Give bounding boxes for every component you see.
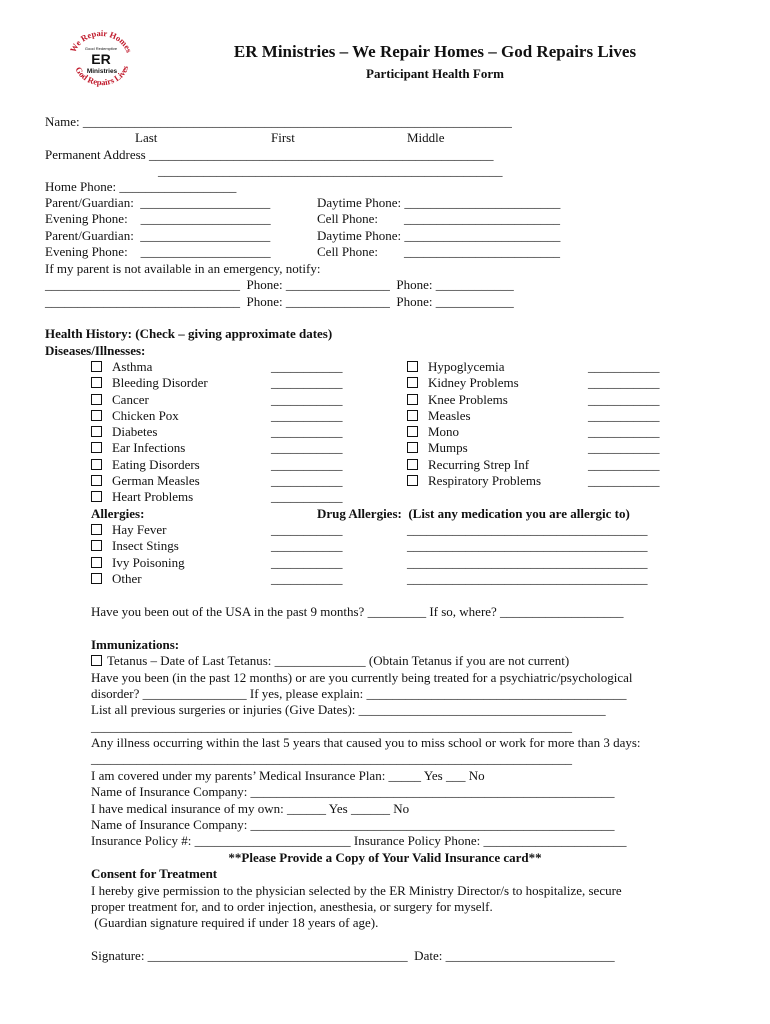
policy-field[interactable]: Insurance Policy #: ________________________ Insurance Policy Phone: ______________________ bbox=[91, 833, 627, 848]
disease-left-2-label: Cancer bbox=[112, 391, 149, 407]
disease-right-1-label: Kidney Problems bbox=[428, 375, 519, 391]
illness-blank-line[interactable]: __________________________________________________________________________ bbox=[91, 751, 572, 766]
disease-right-4-row bbox=[407, 424, 459, 440]
disease-left-1-label: Bleeding Disorder bbox=[112, 375, 208, 391]
parent-guardian-2-field[interactable]: Parent/Guardian: ____________________ bbox=[45, 228, 271, 243]
allergy-3-checkbox[interactable] bbox=[91, 573, 102, 584]
cell-phone-1-field[interactable]: Cell Phone: ________________________ bbox=[317, 211, 561, 226]
disease-left-1-checkbox[interactable] bbox=[91, 377, 102, 388]
allergy-3-date-field[interactable]: ___________ bbox=[271, 570, 343, 586]
address-field-1[interactable]: Permanent Address _____________________________________________________ bbox=[45, 147, 494, 162]
evening-phone-1-field[interactable]: Evening Phone: ____________________ bbox=[45, 211, 271, 226]
disease-right-1-checkbox[interactable] bbox=[407, 377, 418, 388]
allergy-3-label: Other bbox=[112, 570, 142, 586]
insurance-card-notice: **Please Provide a Copy of Your Valid Insurance card** bbox=[228, 850, 542, 865]
disease-right-4-date-field[interactable]: ___________ bbox=[588, 424, 660, 439]
disease-right-5-row bbox=[407, 440, 468, 456]
disease-right-7-checkbox[interactable] bbox=[407, 475, 418, 486]
disease-left-6-date-field[interactable]: ___________ bbox=[271, 456, 343, 472]
disease-left-1-date-field[interactable]: ___________ bbox=[271, 375, 343, 391]
disease-left-3-date-field[interactable]: ___________ bbox=[271, 407, 343, 423]
consent-text-1: I hereby give permission to the physician selected by the ER Ministry Director/s to hospitalize, secure bbox=[91, 883, 622, 898]
signature-date-field[interactable]: Signature: ________________________________________ Date: __________________________ bbox=[91, 948, 615, 963]
logo-bottom-text: God Repairs Lives bbox=[73, 64, 131, 88]
allergy-1-date-field[interactable]: ___________ bbox=[271, 538, 343, 554]
illness-question: Any illness occurring within the last 5 years that caused you to miss school or work for more than 3 days: bbox=[91, 735, 641, 750]
own-insurance-field[interactable]: I have medical insurance of my own: ______ Yes ______ No bbox=[91, 801, 410, 816]
disease-right-7-label: Respiratory Problems bbox=[428, 472, 542, 488]
disease-left-5-checkbox[interactable] bbox=[91, 442, 102, 453]
cell-phone-2-field[interactable]: Cell Phone: ________________________ bbox=[317, 244, 561, 259]
disease-right-5-checkbox[interactable] bbox=[407, 442, 418, 453]
logo-top-text: We Repair Homes bbox=[67, 30, 135, 55]
psych-question-2[interactable]: disorder? ________________ If yes, please explain: ________________________________________ bbox=[91, 686, 627, 701]
disease-left-4-checkbox[interactable] bbox=[91, 426, 102, 437]
disease-left-8-date-field[interactable]: ___________ bbox=[271, 489, 343, 504]
disease-left-7-date-field[interactable]: ___________ bbox=[271, 472, 343, 488]
drug-allergy-line-0[interactable]: _____________________________________ bbox=[407, 522, 648, 537]
disease-right-5-label: Mumps bbox=[428, 440, 468, 456]
disease-left-3-checkbox[interactable] bbox=[91, 410, 102, 421]
surgeries-field[interactable]: List all previous surgeries or injuries (Give Dates): ______________________________________ bbox=[91, 702, 606, 717]
daytime-phone-2-field[interactable]: Daytime Phone: ________________________ bbox=[317, 228, 561, 243]
name-field[interactable]: Name: __________________________________________________________________ bbox=[45, 114, 512, 129]
allergy-2-row bbox=[91, 555, 185, 571]
allergy-1-label: Insect Stings bbox=[112, 538, 179, 554]
disease-right-2-date-field[interactable]: ___________ bbox=[588, 391, 660, 407]
page-title: ER Ministries – We Repair Homes – God Repairs Lives bbox=[233, 42, 637, 61]
parent-guardian-1-field[interactable]: Parent/Guardian: ____________________ bbox=[45, 195, 271, 210]
disease-left-3-label: Chicken Pox bbox=[112, 407, 179, 423]
disease-left-0-checkbox[interactable] bbox=[91, 361, 102, 372]
logo-brand: ER bbox=[91, 51, 111, 67]
disease-right-3-row bbox=[407, 408, 471, 424]
evening-phone-2-field[interactable]: Evening Phone: ____________________ bbox=[45, 244, 271, 259]
emergency-contact-2[interactable]: ______________________________ Phone: ________________ Phone: ____________ bbox=[45, 294, 514, 309]
disease-left-8-checkbox[interactable] bbox=[91, 491, 102, 502]
disease-left-0-date-field[interactable]: ___________ bbox=[271, 359, 343, 374]
travel-question[interactable]: Have you been out of the USA in the past 9 months? _________ If so, where? ___________________ bbox=[91, 604, 624, 619]
disease-left-6-label: Eating Disorders bbox=[112, 456, 200, 472]
disease-left-5-row bbox=[91, 440, 185, 456]
name-first-label: First bbox=[271, 130, 295, 145]
allergy-0-checkbox[interactable] bbox=[91, 524, 102, 535]
disease-right-6-checkbox[interactable] bbox=[407, 459, 418, 470]
allergy-2-date-field[interactable]: ___________ bbox=[271, 554, 343, 570]
disease-right-3-label: Measles bbox=[428, 407, 471, 423]
disease-left-3-row bbox=[91, 408, 179, 424]
immunizations-heading: Immunizations: bbox=[91, 637, 180, 652]
health-history-heading: Health History: (Check – giving approximate dates) bbox=[45, 326, 333, 341]
disease-left-4-label: Diabetes bbox=[112, 424, 158, 439]
logo-ministries: Ministries bbox=[86, 68, 118, 75]
home-phone-field[interactable]: Home Phone: __________________ bbox=[45, 179, 237, 194]
disease-left-0-row bbox=[91, 359, 152, 375]
consent-text-3: (Guardian signature required if under 18 years of age). bbox=[91, 915, 379, 930]
disease-left-8-row bbox=[91, 489, 193, 505]
er-ministries-logo bbox=[66, 30, 136, 96]
disease-right-6-date-field[interactable]: ___________ bbox=[588, 456, 660, 472]
allergy-1-row bbox=[91, 538, 179, 554]
disease-right-4-checkbox[interactable] bbox=[407, 426, 418, 437]
drug-allergy-line-1[interactable]: _____________________________________ bbox=[407, 538, 648, 554]
name-middle-label: Middle bbox=[407, 130, 445, 145]
emergency-label: If my parent is not available in an emergency, notify: bbox=[45, 261, 321, 276]
disease-right-7-date-field[interactable]: ___________ bbox=[588, 472, 660, 488]
disease-right-3-date-field[interactable]: ___________ bbox=[588, 407, 660, 423]
disease-right-1-row bbox=[407, 375, 519, 391]
disease-right-1-date-field[interactable]: ___________ bbox=[588, 375, 660, 391]
disease-left-7-row bbox=[91, 473, 200, 489]
disease-left-4-row bbox=[91, 424, 157, 440]
allergy-1-checkbox[interactable] bbox=[91, 540, 102, 551]
insurance-company-1-field[interactable]: Name of Insurance Company: ________________________________________________________ bbox=[91, 784, 615, 799]
disease-left-5-label: Ear Infections bbox=[112, 440, 186, 456]
allergy-0-label: Hay Fever bbox=[112, 522, 167, 537]
logo-graphic bbox=[66, 30, 136, 96]
allergy-2-checkbox[interactable] bbox=[91, 557, 102, 568]
disease-left-4-date-field[interactable]: ___________ bbox=[271, 424, 343, 439]
allergy-0-row bbox=[91, 522, 167, 538]
disease-left-2-checkbox[interactable] bbox=[91, 394, 102, 405]
disease-right-3-checkbox[interactable] bbox=[407, 410, 418, 421]
diseases-heading: Diseases/Illnesses: bbox=[45, 343, 146, 358]
allergies-heading: Allergies: bbox=[91, 506, 145, 521]
disease-right-2-row bbox=[407, 392, 508, 408]
disease-left-7-checkbox[interactable] bbox=[91, 475, 102, 486]
disease-right-6-row bbox=[407, 457, 529, 473]
disease-left-0-label: Asthma bbox=[112, 359, 153, 374]
disease-left-5-date-field[interactable]: ___________ bbox=[271, 440, 343, 456]
disease-left-2-row bbox=[91, 392, 149, 408]
tetanus-checkbox[interactable] bbox=[91, 655, 102, 666]
allergy-2-label: Ivy Poisoning bbox=[112, 554, 185, 570]
drug-allergy-line-3[interactable]: _____________________________________ bbox=[407, 570, 648, 586]
disease-right-7-row bbox=[407, 473, 541, 489]
emergency-contact-1[interactable]: ______________________________ Phone: ________________ Phone: ____________ bbox=[45, 277, 514, 292]
parents-plan-field[interactable]: I am covered under my parents’ Medical Insurance Plan: _____ Yes ___ No bbox=[91, 768, 485, 783]
disease-left-2-date-field[interactable]: ___________ bbox=[271, 391, 343, 407]
disease-right-0-label: Hypoglycemia bbox=[428, 359, 505, 374]
drug-allergy-line-2[interactable]: _____________________________________ bbox=[407, 554, 648, 570]
disease-left-6-row bbox=[91, 457, 200, 473]
consent-text-2: proper treatment for, and to order injection, anesthesia, or surgery for myself. bbox=[91, 899, 493, 914]
disease-left-7-label: German Measles bbox=[112, 472, 200, 488]
disease-left-1-row bbox=[91, 375, 208, 391]
disease-right-2-checkbox[interactable] bbox=[407, 394, 418, 405]
disease-left-6-checkbox[interactable] bbox=[91, 459, 102, 470]
address-field-2[interactable]: _____________________________________________________ bbox=[158, 163, 503, 178]
disease-right-0-row bbox=[407, 359, 505, 375]
disease-right-6-label: Recurring Strep Inf bbox=[428, 456, 530, 472]
tetanus-text[interactable]: Tetanus – Date of Last Tetanus: ______________ (Obtain Tetanus if you are not current) bbox=[107, 653, 570, 668]
consent-heading: Consent for Treatment bbox=[91, 866, 218, 881]
allergy-3-row bbox=[91, 571, 142, 587]
allergy-0-date-field[interactable]: ___________ bbox=[271, 522, 343, 537]
psych-question-1: Have you been (in the past 12 months) or are you currently being treated for a psychiatric/psychological bbox=[91, 670, 633, 685]
logo-sub-text: Good Redemptive bbox=[84, 46, 118, 51]
page-subtitle: Participant Health Form bbox=[366, 66, 504, 81]
surgeries-blank-line[interactable]: __________________________________________________________________________ bbox=[91, 719, 572, 734]
disease-right-2-label: Knee Problems bbox=[428, 391, 508, 407]
disease-right-5-date-field[interactable]: ___________ bbox=[588, 440, 660, 456]
tetanus-row bbox=[91, 653, 569, 669]
disease-right-0-date-field[interactable]: ___________ bbox=[588, 359, 660, 374]
insurance-company-2-field[interactable]: Name of Insurance Company: ________________________________________________________ bbox=[91, 817, 615, 832]
daytime-phone-1-field[interactable]: Daytime Phone: ________________________ bbox=[317, 195, 561, 210]
disease-right-0-checkbox[interactable] bbox=[407, 361, 418, 372]
disease-right-4-label: Mono bbox=[428, 424, 460, 439]
drug-allergies-heading: Drug Allergies: (List any medication you are allergic to) bbox=[317, 506, 630, 521]
name-last-label: Last bbox=[135, 130, 158, 145]
disease-left-8-label: Heart Problems bbox=[112, 489, 194, 504]
